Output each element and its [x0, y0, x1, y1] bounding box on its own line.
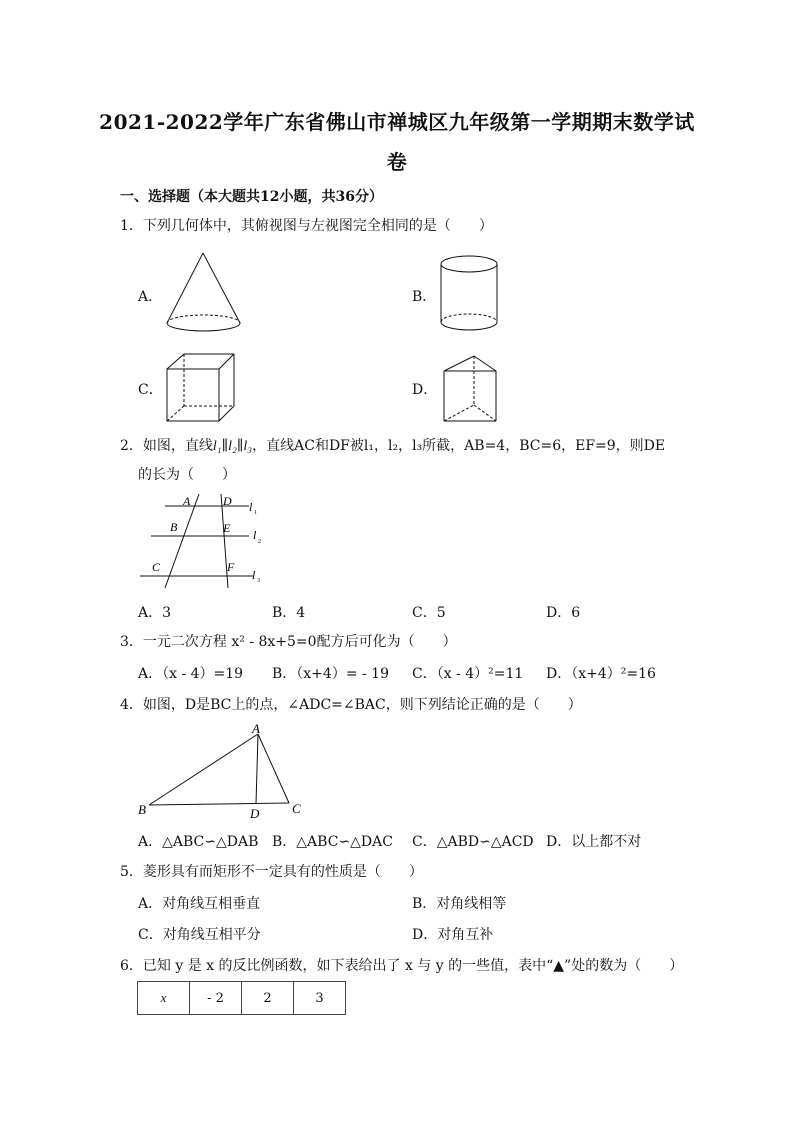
page-title: 2021-2022学年广东省佛山市禅城区九年级第一学期期末数学试 [99, 110, 695, 134]
question-2-stem-line2: 的长为（ ） [138, 467, 236, 483]
table-cell-x-header: x [138, 982, 190, 1015]
line-l2-label: l [253, 528, 257, 542]
line-l1-label: l [249, 500, 253, 514]
point-d-label: D [223, 494, 232, 508]
q4-option-d: D．以上都不对 [546, 834, 642, 850]
triangle-figure [136, 722, 311, 822]
q5-option-c: C．对角线互相平分 [138, 927, 261, 943]
question-3-stem: 3．一元二次方程 x² - 8x+5=0配方后可化为（ ） [120, 634, 457, 650]
point-d-label: D [250, 806, 260, 821]
q3-option-d: D．（x+4）²=16 [546, 666, 656, 682]
question-4-stem: 4．如图，D是BC上的点，∠ADC=∠BAC，则下列结论正确的是（ ） [120, 697, 582, 713]
q5-option-b: B．对角线相等 [412, 896, 507, 912]
cylinder-icon [438, 250, 503, 335]
line-l2-subscript: 2 [258, 539, 261, 545]
parallel-lines-figure [137, 490, 267, 590]
line-l1-subscript: 1 [254, 510, 257, 516]
q2-stem-number: 2．如图，直线 [120, 438, 213, 454]
q2-stem-rest: ，直线AC和DF被l₁，l₂，l₃所截，AB=4，BC=6，EF=9，则DE [252, 438, 666, 454]
question-6-stem: 6．已知 y 是 x 的反比例函数，如下表给出了 x 与 y 的一些值，表中“▲”处的数为（ ） [120, 958, 684, 974]
cone-icon [160, 250, 250, 340]
q5-option-d: D．对角互补 [412, 927, 494, 943]
question-5-stem: 5．菱形具有而矩形不一定具有的性质是（ ） [120, 864, 423, 880]
table-cell: - 2 [190, 982, 242, 1015]
q2-option-b: B．4 [272, 605, 306, 621]
q4-option-a: A．△ABC∽△DAB [138, 834, 259, 850]
q2-option-c: C．5 [412, 605, 446, 621]
q2-option-d: D．6 [546, 605, 581, 621]
table-row [138, 982, 346, 1015]
q6-value-table [137, 981, 346, 1015]
line-l3-label: l [252, 568, 256, 582]
point-f-label: F [227, 560, 235, 574]
vertex-c-label: C [292, 801, 301, 816]
q3-option-c: C．（x - 4）²=11 [412, 666, 524, 682]
table-cell: 2 [242, 982, 294, 1015]
q3-option-a: A．（x - 4）=19 [138, 666, 244, 682]
section-heading: 一、选择题（本大题共12小题，共36分） [120, 189, 383, 205]
question-2-stem [120, 436, 665, 457]
q2-parallel-lines: l₁∥l₂∥l₃ [212, 439, 253, 454]
q2-option-a: A．3 [138, 605, 172, 621]
q5-option-a: A．对角线互相垂直 [138, 896, 261, 912]
triangular-prism-icon [441, 353, 501, 428]
q4-option-c: C．△ABD∽△ACD [412, 834, 534, 850]
page-title-continued: 卷 [386, 150, 408, 174]
q3-option-b: B．（x+4）= - 19 [272, 666, 389, 682]
question-1-stem: 1．下列几何体中，其俯视图与左视图完全相同的是（ ） [120, 218, 493, 234]
vertex-a-label: A [252, 721, 260, 736]
point-e-label: E [223, 521, 231, 535]
point-a-label: A [183, 494, 191, 508]
cube-icon [164, 351, 239, 426]
table-cell: 3 [294, 982, 346, 1015]
vertex-b-label: B [138, 802, 146, 817]
point-c-label: C [152, 560, 161, 574]
q1-option-d-label: D． [412, 382, 438, 398]
point-b-label: B [170, 520, 178, 534]
q1-option-b-label: B． [412, 289, 437, 305]
line-l3-subscript: 3 [257, 578, 260, 584]
q4-option-b: B．△ABC∽△DAC [272, 834, 393, 850]
q1-option-a-label: A． [138, 289, 163, 305]
q1-option-c-label: C． [138, 382, 163, 398]
